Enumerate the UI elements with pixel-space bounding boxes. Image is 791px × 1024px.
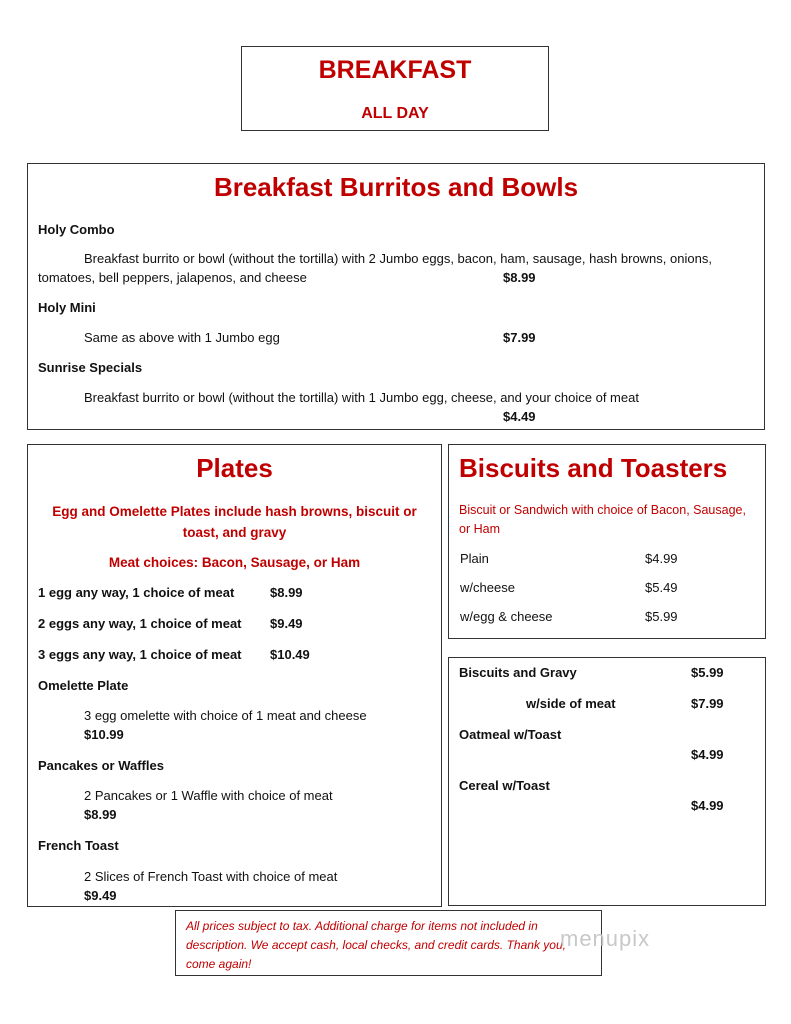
gravy-meat-name: w/side of meat xyxy=(526,696,616,711)
three-eggs-price: $10.49 xyxy=(270,647,310,662)
french-toast-name: French Toast xyxy=(38,838,119,853)
holy-combo-price: $8.99 xyxy=(503,270,536,285)
biscuit-plain-price: $4.99 xyxy=(645,551,678,566)
omelette-price: $10.99 xyxy=(84,727,124,742)
pancakes-price: $8.99 xyxy=(84,807,117,822)
two-eggs-name: 2 eggs any way, 1 choice of meat xyxy=(38,616,242,631)
cereal-name: Cereal w/Toast xyxy=(459,778,550,793)
burritos-section xyxy=(27,163,765,430)
meat-choices: Meat choices: Bacon, Sausage, or Ham xyxy=(108,555,361,570)
holy-combo-name: Holy Combo xyxy=(38,222,115,237)
biscuit-cheese-name: w/cheese xyxy=(460,580,515,595)
burritos-title: Breakfast Burritos and Bowls xyxy=(213,172,579,202)
plates-section xyxy=(27,444,442,907)
three-eggs-name: 3 eggs any way, 1 choice of meat xyxy=(38,647,242,662)
oatmeal-price: $4.99 xyxy=(691,747,724,762)
holy-mini-name: Holy Mini xyxy=(38,300,96,315)
holy-mini-desc: Same as above with 1 Jumbo egg xyxy=(84,330,280,345)
plates-title: Plates xyxy=(196,453,273,483)
biscuit-egg-cheese-name: w/egg & cheese xyxy=(460,609,553,624)
biscuits-title: Biscuits and Toasters xyxy=(459,453,728,483)
biscuits-section xyxy=(448,444,766,639)
french-toast-price: $9.49 xyxy=(84,888,117,903)
menu-title: BREAKFAST xyxy=(318,56,472,84)
holy-mini-price: $7.99 xyxy=(503,330,536,345)
biscuits-gravy-price: $5.99 xyxy=(691,665,724,680)
footer-note: All prices subject to tax. Additional charge for items not included in description. We accept cash, local checks, and credit cards. Thank you, come again! xyxy=(175,910,602,976)
two-eggs-price: $9.49 xyxy=(270,616,303,631)
sides-section xyxy=(448,657,766,906)
one-egg-price: $8.99 xyxy=(270,585,303,600)
omelette-name: Omelette Plate xyxy=(38,678,129,693)
holy-combo-desc-2: tomatoes, bell peppers, jalapenos, and cheese xyxy=(38,270,307,285)
gravy-meat-price: $7.99 xyxy=(691,696,724,711)
pancakes-desc: 2 Pancakes or 1 Waffle with choice of meat xyxy=(84,788,333,803)
biscuit-cheese-price: $5.49 xyxy=(645,580,678,595)
biscuits-gravy-name: Biscuits and Gravy xyxy=(459,665,577,680)
sunrise-specials-desc: Breakfast burrito or bowl (without the tortilla) with 1 Jumbo egg, cheese, and your choice of meat xyxy=(84,390,639,405)
watermark: menupix xyxy=(560,926,651,951)
biscuit-egg-cheese-price: $5.99 xyxy=(645,609,678,624)
holy-combo-desc: Breakfast burrito or bowl (without the tortilla) with 2 Jumbo eggs, bacon, ham, sausage, hash browns, onions, xyxy=(84,251,712,266)
cereal-price: $4.99 xyxy=(691,798,724,813)
biscuit-plain-name: Plain xyxy=(460,551,489,566)
french-toast-desc: 2 Slices of French Toast with choice of meat xyxy=(84,869,338,884)
oatmeal-name: Oatmeal w/Toast xyxy=(459,727,562,742)
plates-note: Egg and Omelette Plates include hash browns, biscuit or toast, and gravy xyxy=(52,504,417,540)
pancakes-name: Pancakes or Waffles xyxy=(38,758,164,773)
omelette-desc: 3 egg omelette with choice of 1 meat and cheese xyxy=(84,708,367,723)
sunrise-specials-name: Sunrise Specials xyxy=(38,360,143,375)
one-egg-name: 1 egg any way, 1 choice of meat xyxy=(38,585,235,600)
header-box xyxy=(241,46,549,131)
biscuits-desc: Biscuit or Sandwich with choice of Bacon, Sausage, or Ham xyxy=(459,503,746,536)
sunrise-specials-price: $4.49 xyxy=(503,409,536,424)
menu-subtitle: ALL DAY xyxy=(361,105,429,122)
